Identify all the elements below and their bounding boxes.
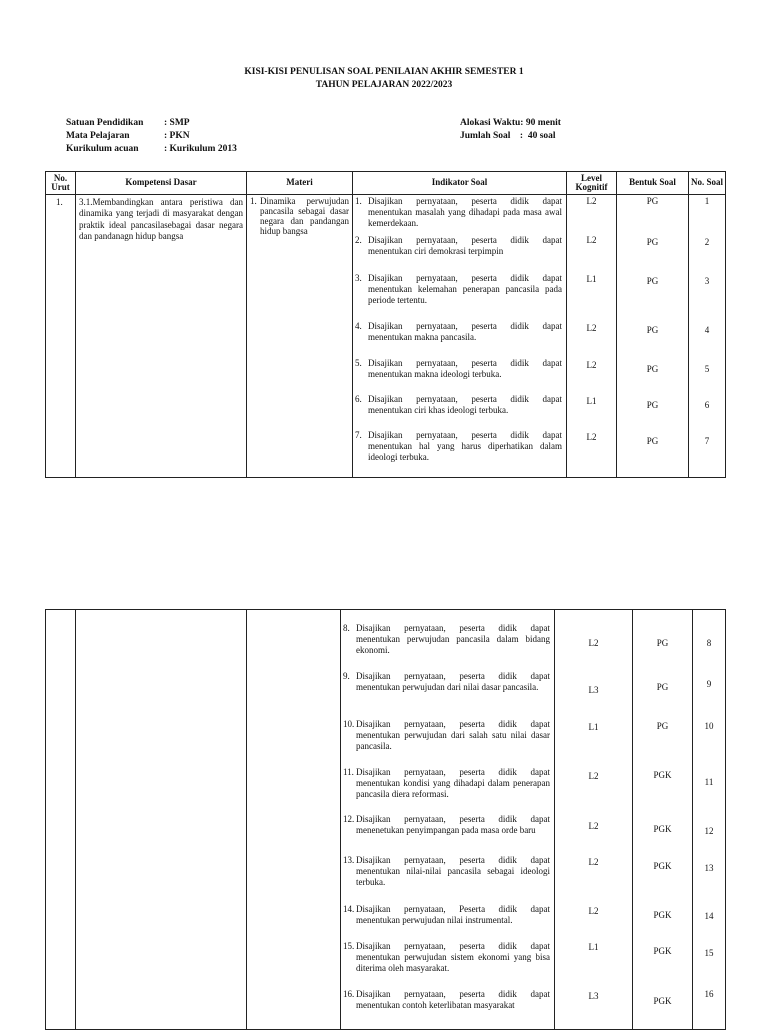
indicator-item xyxy=(343,989,550,1011)
no-soal-value: 5 xyxy=(704,364,710,374)
level-kognitif-value: L2 xyxy=(588,771,599,781)
kompetensi-dasar-cell xyxy=(76,195,247,478)
kurikulum-label: Kurikulum acuan xyxy=(66,144,139,154)
indicator-item xyxy=(355,394,562,416)
level-kognitif-value: L2 xyxy=(586,196,597,206)
indicator-number: 4. xyxy=(355,321,362,331)
no-soal-value: 10 xyxy=(704,721,714,731)
indicator-item xyxy=(343,855,550,888)
table-header-row xyxy=(46,172,726,195)
level-kognitif-value: L1 xyxy=(586,274,597,284)
materi-number: 1. xyxy=(250,196,257,206)
level-kognitif-value: L1 xyxy=(586,396,597,406)
no-urut-cell: 1. xyxy=(46,195,76,478)
meta-block xyxy=(0,0,768,160)
no-soal-value: 16 xyxy=(704,989,714,999)
indicator-text: Disajikan pernyataan, peserta didik dapat menentukan contoh keterlibatan masyarakat xyxy=(356,989,550,1010)
indicator-item xyxy=(343,719,550,752)
materi-text: Dinamika perwujudan pancasila sebagai dasar negara dan pandangan hidup bangsa xyxy=(260,196,349,236)
indicator-item xyxy=(343,671,550,693)
indicator-text: Disajikan pernyataan, peserta didik dapat menentukan nilai-nilai pancasila sebagai ideologi terbuka. xyxy=(356,855,550,887)
level-kognitif-value: L2 xyxy=(586,360,597,370)
level-kognitif-value: L2 xyxy=(586,235,597,245)
indicator-text: Disajikan pernyataan, peserta didik dapat menentukan ciri khas ideologi terbuka. xyxy=(368,394,562,415)
no-soal-value: 12 xyxy=(704,826,714,836)
indicator-number: 8. xyxy=(343,623,350,633)
indicator-number: 13. xyxy=(343,855,355,865)
satuan-value: : SMP xyxy=(164,118,190,128)
bentuk-soal-value: PG xyxy=(656,682,669,692)
no-soal-cell xyxy=(693,610,726,1030)
indicator-text: Disajikan pernyataan, peserta didik dapat menentukan hal yang harus diperhatikan dalam ideologi terbuka. xyxy=(368,430,562,462)
no-soal-value: 11 xyxy=(704,777,714,787)
indicator-text: Disajikan pernyataan, peserta didik dapat menentukan perwujudan sistem ekonomi yang bisa diterima oleh masyarakat. xyxy=(356,941,550,973)
no-soal-value: 4 xyxy=(704,325,710,335)
indicator-number: 10. xyxy=(343,719,355,729)
table-row xyxy=(46,610,726,1030)
no-soal-cell xyxy=(689,195,726,478)
bentuk-soal-value: PGK xyxy=(653,824,672,834)
kd-number: 3.1. xyxy=(79,197,93,207)
bentuk-soal-value: PG xyxy=(646,325,659,335)
document-subtitle: TAHUN PELAJARAN 2022/2023 xyxy=(315,80,453,90)
indicator-number: 14. xyxy=(343,904,355,914)
bentuk-soal-value: PG xyxy=(646,276,659,286)
indicator-item xyxy=(343,904,550,926)
mapel-value: : PKN xyxy=(164,131,190,141)
header-no-soal: No. Soal xyxy=(689,172,726,195)
no-soal-value: 13 xyxy=(704,863,714,873)
bentuk-cell xyxy=(617,195,689,478)
level-kognitif-value: L2 xyxy=(588,857,599,867)
indicator-text: Disajikan pernyataan, peserta didik dapat menentukan perwujudan dari nilai dasar pancasila. xyxy=(356,671,550,692)
no-soal-value: 9 xyxy=(706,679,712,689)
indicator-number: 2. xyxy=(355,235,362,245)
indicator-number: 5. xyxy=(355,358,362,368)
indicator-number: 15. xyxy=(343,941,355,951)
bentuk-soal-value: PG xyxy=(646,237,659,247)
indicator-item xyxy=(355,196,562,229)
no-soal-value: 6 xyxy=(704,400,710,410)
no-soal-value: 2 xyxy=(704,237,710,247)
bentuk-soal-value: PG xyxy=(646,436,659,446)
bentuk-soal-value: PGK xyxy=(653,910,672,920)
level-kognitif-value: L2 xyxy=(588,638,599,648)
materi-cell xyxy=(247,610,341,1030)
bentuk-soal-value: PG xyxy=(656,638,669,648)
header-level-kognitif: Level Kognitif xyxy=(567,172,617,195)
indikator-cell xyxy=(353,195,567,478)
indicator-item xyxy=(355,235,562,257)
level-kognitif-value: L1 xyxy=(588,942,599,952)
indicator-item xyxy=(355,358,562,380)
document-title: KISI-KISI PENULISAN SOAL PENILAIAN AKHIR SEMESTER 1 xyxy=(244,67,524,77)
no-soal-value: 14 xyxy=(704,911,714,921)
header-bentuk-soal: Bentuk Soal xyxy=(617,172,689,195)
indicator-text: Disajikan pernyataan, peserta didik dapat menenetukan penyimpangan pada masa orde baru xyxy=(356,814,550,835)
indicator-number: 16. xyxy=(343,989,355,999)
kompetensi-dasar-cell xyxy=(76,610,247,1030)
bentuk-soal-value: PG xyxy=(656,721,669,731)
indicator-item xyxy=(343,767,550,800)
level-kognitif-value: L2 xyxy=(588,906,599,916)
mapel-label: Mata Pelajaran xyxy=(66,131,130,141)
indicator-number: 12. xyxy=(343,814,355,824)
indicator-item xyxy=(343,941,550,974)
indicator-text: Disajikan pernyataan, peserta didik dapat menentukan kondisi yang dihadapi dalam penerapan pancasila diera reformasi. xyxy=(356,767,550,799)
level-kognitif-value: L2 xyxy=(588,821,599,831)
no-soal-value: 3 xyxy=(704,276,710,286)
kd-text: Membandingkan antara peristiwa dan dinamika yang terjadi di masyarakat dengan praktik ideal pancasilasebagai dasar negara dan pandanagn hidup bangsa xyxy=(79,197,243,241)
kisi-table-page1 xyxy=(45,171,726,478)
indicator-number: 9. xyxy=(343,671,350,681)
indicator-number: 11. xyxy=(343,767,354,777)
level-cell xyxy=(567,195,617,478)
level-kognitif-value: L2 xyxy=(586,323,597,333)
level-kognitif-value: L3 xyxy=(588,991,599,1001)
indicator-item xyxy=(343,623,550,656)
header-kompetensi-dasar: Kompetensi Dasar xyxy=(76,172,247,195)
indicator-item xyxy=(343,814,550,836)
jumlah-soal: Jumlah Soal : 40 soal xyxy=(460,131,556,141)
header-materi: Materi xyxy=(247,172,353,195)
indicator-text: Disajikan pernyataan, Peserta didik dapat menentukan perwujudan nilai instrumental. xyxy=(356,904,550,925)
no-soal-value: 7 xyxy=(704,436,710,446)
bentuk-soal-value: PGK xyxy=(653,996,672,1006)
indicator-text: Disajikan pernyataan, peserta didik dapat menentukan makna ideologi terbuka. xyxy=(368,358,562,379)
indicator-number: 1. xyxy=(355,196,362,206)
level-cell xyxy=(555,610,633,1030)
bentuk-soal-value: PGK xyxy=(653,770,672,780)
indicator-text: Disajikan pernyataan, peserta didik dapat menentukan perwujudan pancasila dalam bidang ekonomi. xyxy=(356,623,550,655)
no-soal-value: 1 xyxy=(704,196,710,206)
indicator-text: Disajikan pernyataan, peserta didik dapat menentukan kelemahan penerapan pancasila pada periode tertentu. xyxy=(368,273,562,305)
indicator-number: 3. xyxy=(355,273,362,283)
materi-cell xyxy=(247,195,353,478)
indicator-text: Disajikan pernyataan, peserta didik dapat menentukan masalah yang dihadapi pada masa awal kemerdekaan. xyxy=(368,196,562,228)
indicator-text: Disajikan pernyataan, peserta didik dapat menentukan ciri demokrasi terpimpin xyxy=(368,235,562,256)
header-indikator-soal: Indikator Soal xyxy=(353,172,567,195)
indicator-number: 7. xyxy=(355,430,362,440)
level-kognitif-value: L3 xyxy=(588,685,599,695)
bentuk-soal-value: PG xyxy=(646,196,659,206)
bentuk-cell xyxy=(633,610,693,1030)
bentuk-soal-value: PG xyxy=(646,400,659,410)
indicator-item xyxy=(355,273,562,306)
kisi-table-page2 xyxy=(45,609,726,1030)
level-kognitif-value: L2 xyxy=(586,432,597,442)
indikator-cell xyxy=(341,610,555,1030)
kurikulum-value: : Kurikulum 2013 xyxy=(164,144,237,154)
indicator-text: Disajikan pernyataan, peserta didik dapat menentukan makna pancasila. xyxy=(368,321,562,342)
level-kognitif-value: L1 xyxy=(588,722,599,732)
no-soal-value: 8 xyxy=(706,638,712,648)
indicator-item xyxy=(355,430,562,463)
alokasi-waktu: Alokasi Waktu: 90 menit xyxy=(460,118,561,128)
bentuk-soal-value: PGK xyxy=(653,861,672,871)
satuan-label: Satuan Pendidikan xyxy=(66,118,144,128)
bentuk-soal-value: PG xyxy=(646,364,659,374)
header-no-urut: No. Urut xyxy=(46,172,76,195)
no-urut-cell xyxy=(46,610,76,1030)
bentuk-soal-value: PGK xyxy=(653,946,672,956)
indicator-text: Disajikan pernyataan, peserta didik dapat menentukan perwujudan dari salah satu nilai dasar pancasila. xyxy=(356,719,550,751)
indicator-item xyxy=(355,321,562,343)
indicator-number: 6. xyxy=(355,394,362,404)
no-soal-value: 15 xyxy=(704,948,714,958)
table-row xyxy=(46,195,726,478)
